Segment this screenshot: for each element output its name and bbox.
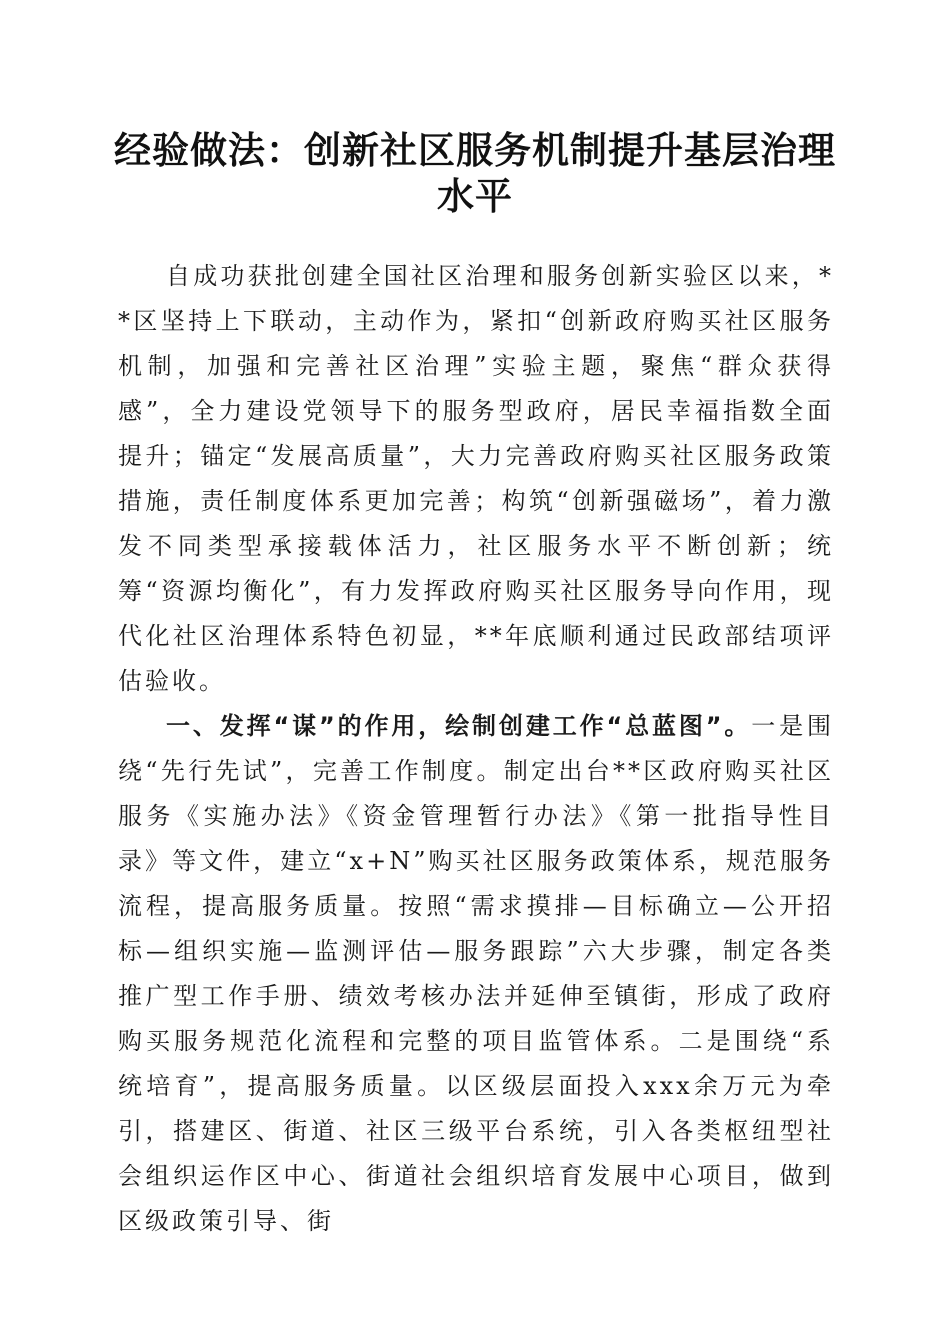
document-title: 经验做法：创新社区服务机制提升基层治理水平 (114, 129, 836, 218)
section-one-paragraph (118, 704, 834, 1244)
intro-paragraph (118, 254, 834, 704)
intro-paragraph-text: 自成功获批创建全国社区治理和服务创新实验区以来，**区坚持上下联动，主动作为，紧扣“创新政府购买社区服务机制，加强和完善社区治理”实验主题，聚焦“群众获得感”，全力建设党领导下的服务型政府，居民幸福指数全面提升；锚定“发展高质量”，大力完善政府购买社区服务政策措施，责任制度体系更加完善；构筑“创新强磁场”，着力激发不同类型承接载体活力，社区服务水平不断创新；统筹“资源均衡化”，有力发挥政府购买社区服务导向作用，现代化社区治理体系特色初显，**年底顺利通过民政部结项评估验收。 (118, 262, 834, 695)
document-body (118, 254, 834, 1244)
section-one-heading: 一、发挥“谋”的作用，绘制创建工作“总蓝图”。 (166, 712, 752, 740)
section-one-text: 一是围绕“先行先试”，完善工作制度。制定出台**区政府购买社区服务《实施办法》《资金管理暂行办法》《第一批指导性目录》等文件，建立“x+N”购买社区服务政策体系，规范服务流程，提高服务质量。按照“需求摸排—目标确立—公开招标—组织实施—监测评估—服务跟踪”六大步骤，制定各类推广型工作手册、绩效考核办法并延伸至镇街，形成了政府购买服务规范化流程和完整的项目监管体系。二是围绕“系统培育”，提高服务质量。以区级层面投入xxx余万元为牵引，搭建区、街道、社区三级平台系统，引入各类枢纽型社会组织运作区中心、街道社会组织培育发展中心项目，做到区级政策引导、街 (118, 712, 835, 1235)
